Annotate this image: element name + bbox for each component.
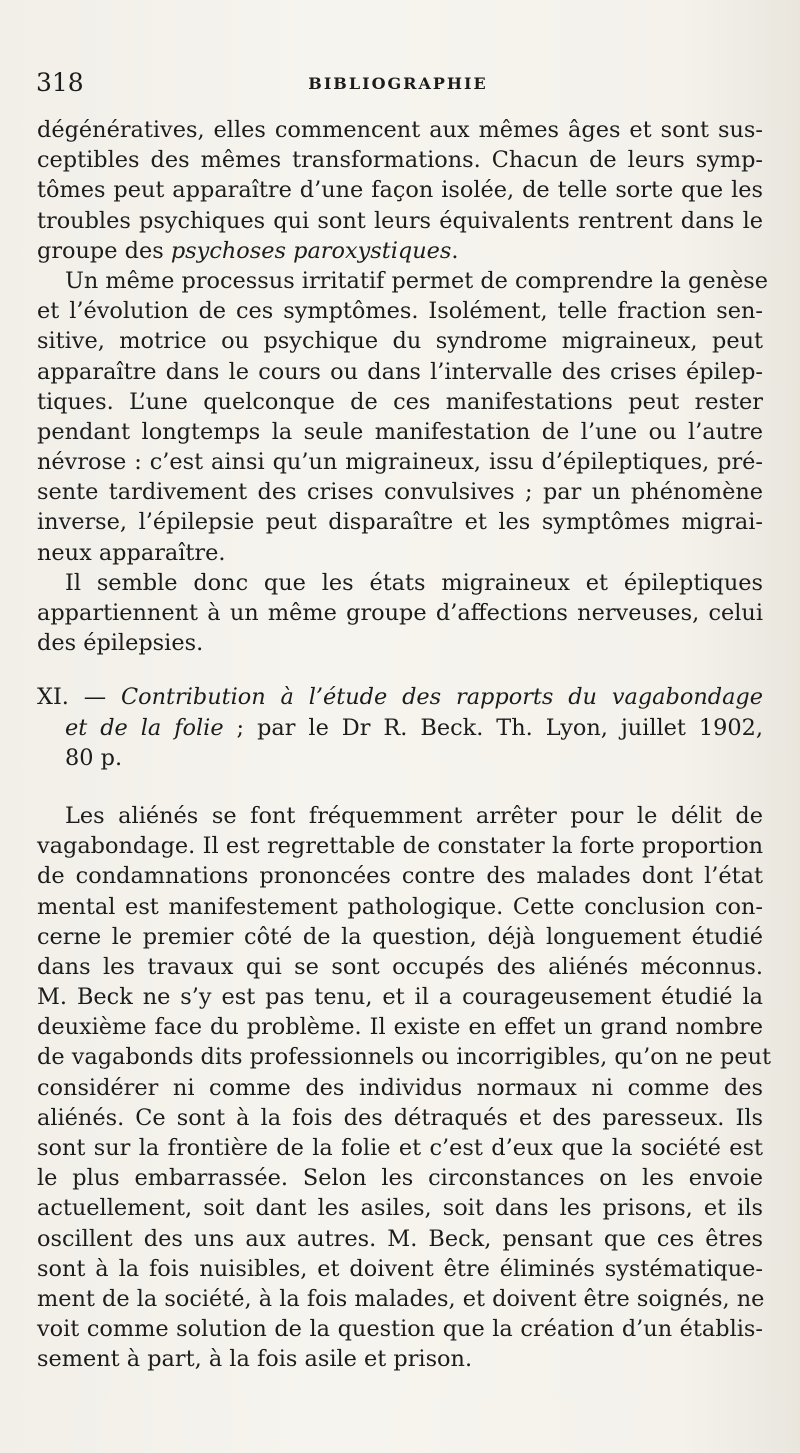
text-line: mental est manifestement pathologique. Cette conclusion con- <box>37 893 763 920</box>
text-line: le plus embarrassée. Selon les circonstances on les envoie <box>37 1165 763 1192</box>
entry-line <box>37 682 763 712</box>
page-header <box>36 68 760 102</box>
text-line: Il semble donc que les états migraineux et épileptiques <box>65 569 763 596</box>
text-line: sente tardivement des crises convulsives ; par un phénomène <box>37 479 763 506</box>
text-line: de vagabonds dits professionnels ou incorrigibles, qu’on ne peut <box>37 1044 772 1071</box>
text-fragment: groupe des <box>37 237 171 264</box>
text-line: neux apparaître. <box>37 539 226 566</box>
text-line: tômes peut apparaître d’une façon isolée, de telle sorte que les <box>37 177 763 204</box>
text-line: névrose : c’est ainsi qu’un migraineux, issu d’épileptiques, pré- <box>37 449 763 476</box>
text-line: ment de la société, à la fois malades, et doivent être soignés, ne <box>37 1285 765 1312</box>
paragraph-4 <box>37 801 772 1375</box>
text-line: Les aliénés se font fréquemment arrêter pour le délit de <box>65 802 763 829</box>
paragraph-2 <box>37 266 769 568</box>
text-line: et l’évolution de ces symptômes. Isolément, telle fraction sen- <box>37 298 763 325</box>
paragraph-3 <box>37 568 763 659</box>
text-line: inverse, l’épilepsie peut disparaître et les symptômes migrai- <box>37 509 763 536</box>
text-line: cerne le premier côté de la question, déjà longuement étudié <box>37 923 763 950</box>
text-line: ceptibles des mêmes transformations. Chacun de leurs symp- <box>37 147 763 174</box>
text-line: des épilepsies. <box>37 630 204 657</box>
text-line: sont à la fois nuisibles, et doivent être éliminés systématique- <box>37 1255 763 1282</box>
text-line: troubles psychiques qui sont leurs équivalents rentrent dans le <box>37 207 763 234</box>
text-line: dans les travaux qui se sont occupés des aliénés méconnus. <box>37 953 763 980</box>
text-line: vagabondage. Il est regrettable de constater la forte proportion <box>37 833 763 860</box>
text-line: sitive, motrice ou psychique du syndrome migraineux, peut <box>37 328 763 355</box>
text-line: sont sur la frontière de la folie et c’est d’eux que la société est <box>37 1135 763 1161</box>
entry-citation: ; par le Dr R. Beck. Th. Lyon, juillet 1902, <box>223 714 763 741</box>
text-line: deuxième face du problème. Il existe en effet un grand nombre <box>37 1014 763 1041</box>
page-number: 318 <box>36 68 84 97</box>
spacer <box>37 773 763 801</box>
text-line: actuellement, soit dant les asiles, soit dans les prisons, et ils <box>37 1195 763 1222</box>
text-line: de condamnations prononcées contre des malades dont l’état <box>37 863 763 890</box>
text-fragment: . <box>451 237 459 264</box>
paragraph-1 <box>37 115 763 266</box>
entry-title-cont: et de la folie <box>65 714 224 741</box>
text-line: tiques. L’une quelconque de ces manifestations peut rester <box>37 388 763 415</box>
entry-title: Contribution à l’étude des rapports du vagabondage <box>120 684 764 711</box>
text-line: sement à part, à la fois asile et prison. <box>37 1346 473 1373</box>
text-line: pendant longtemps la seule manifestation de l’une ou l’autre <box>37 418 763 445</box>
text-line: apparaître dans le cours ou dans l’intervalle des crises épilep- <box>37 358 763 385</box>
bibliography-entry <box>37 682 763 773</box>
spacer <box>37 658 763 682</box>
italic-term: psychoses paroxystiques <box>170 237 452 264</box>
entry-number: XI. — <box>37 684 121 711</box>
text-line <box>37 236 763 266</box>
running-head: BIBLIOGRAPHIE <box>308 74 488 93</box>
text-line: dégénératives, elles commencent aux mêmes âges et sont sus- <box>37 117 763 143</box>
text-line: considérer ni comme des individus normaux ni comme des <box>37 1074 763 1101</box>
text-line: appartiennent à un même groupe d’affections nerveuses, celui <box>37 600 763 626</box>
entry-pages: 80 p. <box>65 744 123 771</box>
text-line: aliénés. Ce sont à la fois des détraqués et des paresseux. Ils <box>37 1104 763 1131</box>
text-line: oscillent des uns aux autres. M. Beck, pensant que ces êtres <box>37 1225 763 1252</box>
text-line: M. Beck ne s’y est pas tenu, et il a courageusement étudié la <box>37 984 763 1011</box>
page-body <box>37 115 772 1375</box>
text-line: voit comme solution de la question que la création d’un établis- <box>37 1316 763 1343</box>
entry-line <box>37 713 763 743</box>
text-line: Un même processus irritatif permet de comprendre la genèse <box>65 267 769 294</box>
